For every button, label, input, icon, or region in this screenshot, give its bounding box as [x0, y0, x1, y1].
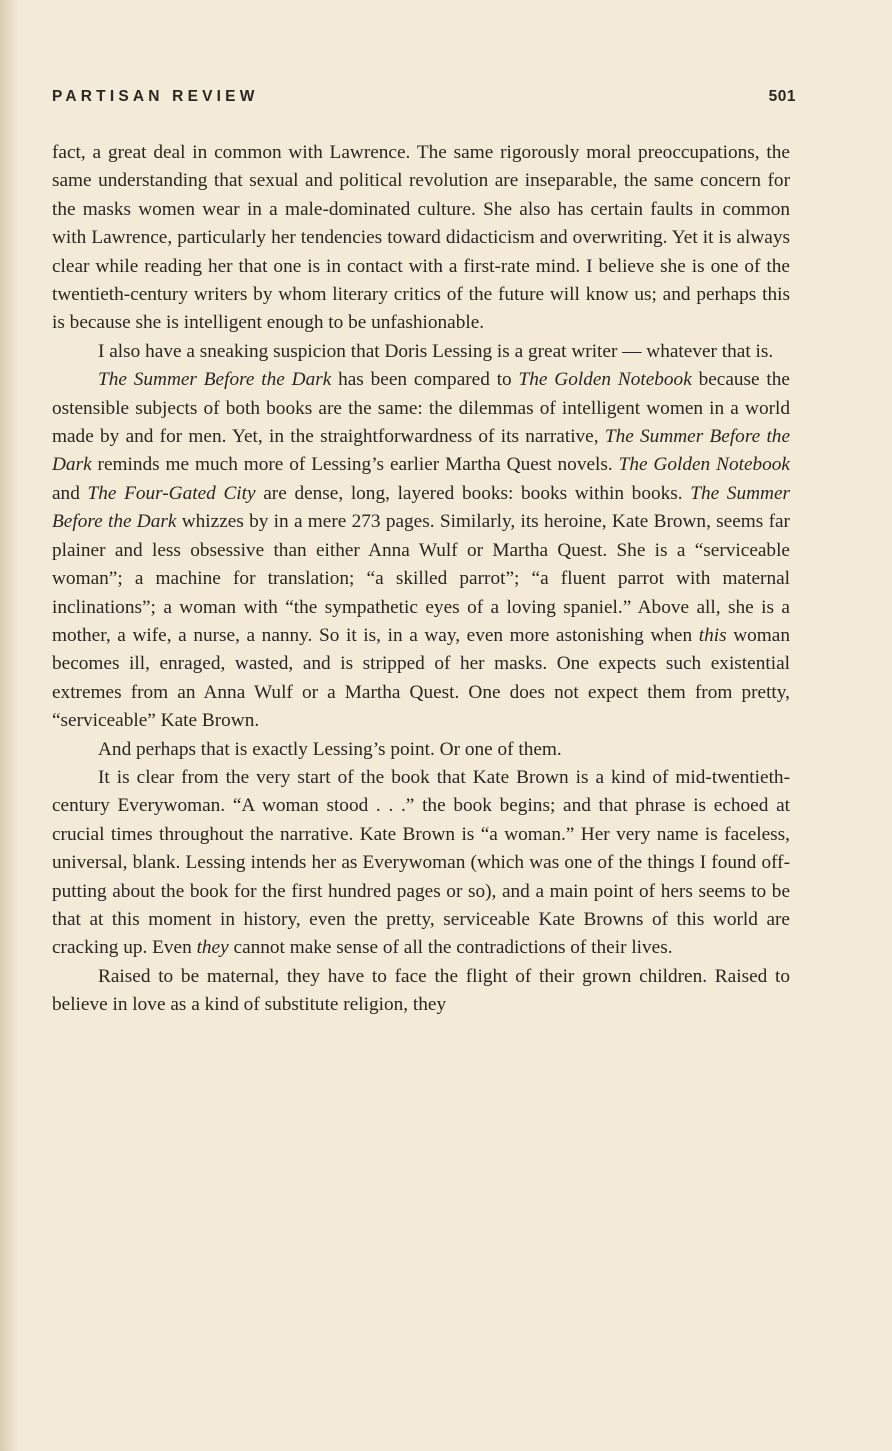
paragraph [52, 139, 790, 338]
text-run: And perhaps that is exactly Lessing’s point. Or one of them. [98, 738, 562, 760]
paragraph [52, 338, 790, 366]
paragraph [52, 963, 790, 1020]
running-title: PARTISAN REVIEW [52, 88, 259, 105]
text-run: fact, a great deal in common with Lawrence. The same rigorously moral preoccupations, the same understanding that sexual and political revolution are inseparable, the same concern for the masks women wear in a male-dominated culture. She also has certain faults in common with Lawrence, particularly her tendencies toward didacticism and overwriting. Yet it is always clear while reading her that one is in contact with a first-rate mind. I believe she is one of the twentieth-century writers by whom literary critics of the future will know us; and perhaps this is because she is intelligent enough to be unfashionable. [52, 142, 790, 334]
italic-run: The Summer Before the Dark [98, 369, 332, 391]
italic-run: The Summer Before the Dark [52, 426, 790, 476]
spine-shadow [0, 0, 18, 1451]
page-number: 501 [768, 88, 796, 105]
text-run: Raised to be maternal, they have to face the flight of their grown children. Raised to believe in love as a kind of substitute religion, they [52, 965, 790, 1016]
text-run: woman becomes ill, enraged, wasted, and is stripped of her masks. One expects such existential extremes from an Anna Wulf or a Martha Quest. One does not expect them from pretty, “serviceable” Kate Brown. [52, 624, 790, 732]
text-run: I also have a sneaking suspicion that Doris Lessing is a great writer — whatever that is. [98, 340, 774, 362]
text-run: cannot make sense of all the contradictions of their lives. [228, 937, 673, 959]
italic-run: this [698, 624, 727, 646]
italic-run: The Golden Notebook [618, 454, 790, 476]
text-run: because the ostensible subjects of both books are the same: the dilemmas of intelligent women in a world made by and for men. Yet, in the straightforwardness of its narrative, [52, 369, 790, 448]
italic-run: The Golden Notebook [518, 369, 692, 391]
paragraph [52, 366, 790, 735]
italic-run: The Summer Before the Dark [52, 482, 791, 533]
text-run: reminds me much more of Lessing’s earlier Martha Quest novels. [91, 454, 619, 476]
text-run: are dense, long, layered books: books within books. [255, 482, 691, 504]
text-run: It is clear from the very start of the book that Kate Brown is a kind of mid-twentieth-century Everywoman. “A woman stood . . .” the book begins; and that phrase is echoed at crucial times throughout the narrative. Kate Brown is “a woman.” Her very name is faceless, universal, blank. Lessing intends her as Everywoman (which was one of the things I found off-putting about the book for the first hundred pages or so), and a main point of hers seems to be that at this moment in history, even the pretty, serviceable Kate Browns of this world are cracking up. Even [52, 766, 790, 959]
paragraph [52, 736, 790, 764]
text-run: whizzes by in a mere 273 pages. Similarly, its heroine, Kate Brown, seems far plainer and less obsessive than either Anna Wulf or Martha Quest. She is a “serviceable woman”; a machine for translation; “a skilled parrot”; “a fluent parrot with maternal inclinations”; a woman with “the sympathetic eyes of a loving spaniel.” Above all, she is a mother, a wife, a nurse, a nanny. So it is, in a way, even more astonishing when [52, 511, 790, 646]
italic-run: The Four-Gated City [87, 482, 256, 504]
paragraph [52, 764, 790, 963]
italic-run: they [196, 937, 229, 959]
body-text [52, 139, 790, 1020]
text-run: and [52, 482, 88, 504]
text-run: has been compared to [331, 369, 519, 391]
running-header [52, 88, 796, 106]
